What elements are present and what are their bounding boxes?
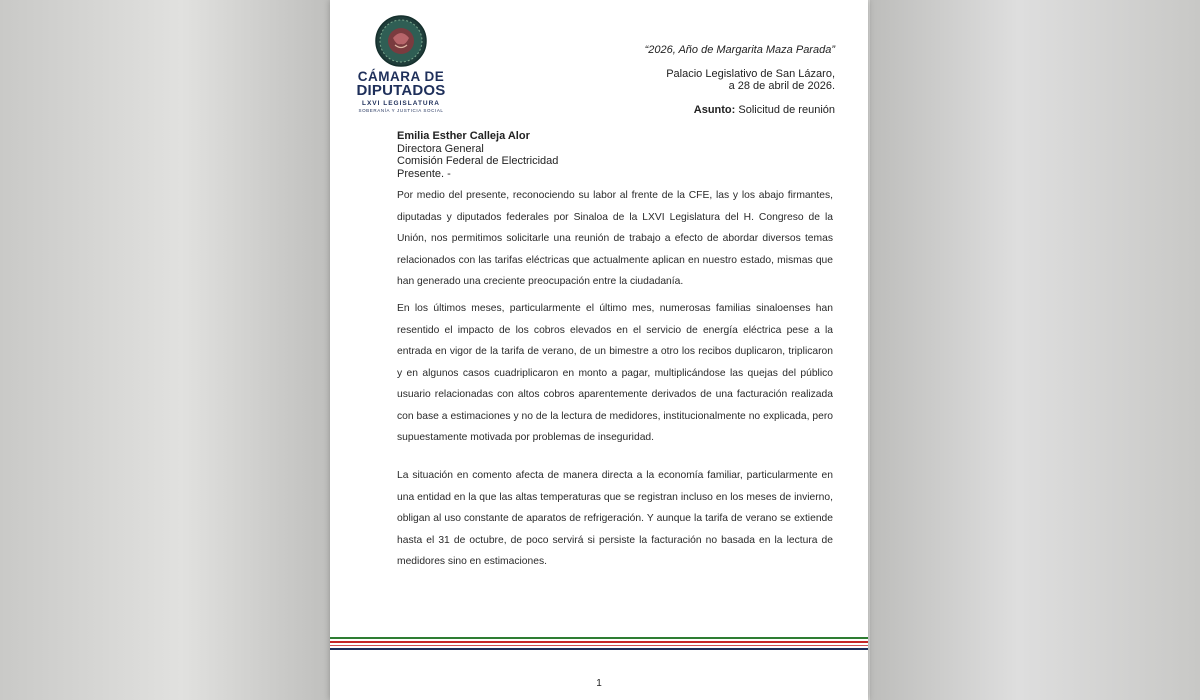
footer-stripe-red xyxy=(330,641,868,643)
logo-line-legislatura: LXVI LEGISLATURA xyxy=(362,100,440,107)
body-paragraph-2: En los últimos meses, particularmente el último mes, numerosas familias sinaloenses han resentido el impacto de los cobros elevados en el servicio de energía eléctrica pese a la entrada en vigor de la tarifa de verano, de un bimestre a otro los recibos duplicaron, triplicaron y en algunos casos cuadriplicaron en monto a pagar, multiplicándose las quejas del público usuario relacionadas con altos cobros aparentemente derivados de una facturación realizada con base a estimaciones y no de la lectura de medidores, institucionalmente no explicada, pero supuestamente motivada por problemas de inseguridad. xyxy=(397,303,833,443)
footer-stripe-red-thin xyxy=(330,645,868,646)
logo-line-motto: SOBERANÍA Y JUSTICIA SOCIAL xyxy=(358,108,444,113)
addressee-block xyxy=(397,130,558,180)
logo-line-diputados: DIPUTADOS xyxy=(356,82,446,99)
letter-date: a 28 de abril de 2026. xyxy=(728,80,835,92)
subject-label: Asunto: xyxy=(693,104,736,116)
year-motto: “2026, Año de Margarita Maza Parada” xyxy=(644,44,835,56)
document-page xyxy=(330,0,868,700)
subject-text: Solicitud de reunión xyxy=(738,104,835,116)
body-paragraph-1: Por medio del presente, reconociendo su labor al frente de la CFE, las y los abajo firmantes, diputadas y diputados federales por Sinaloa de la LXVI Legislatura del H. Congreso de la Unión, nos permitimos solicitarle una reunión de trabajo a efecto de abordar diversos temas relacionados con las tarifas eléctricas que actualmente aplican en nuestro estado, mismas que han generado una creciente preocupación entre la ciudadanía. xyxy=(397,190,833,287)
footer-stripe-blue xyxy=(330,648,868,650)
camara-de-diputados-logo xyxy=(354,14,448,130)
seal-emblem-icon xyxy=(364,14,438,70)
addressee-organization: Comisión Federal de Electricidad xyxy=(397,155,559,167)
background-left xyxy=(0,0,330,700)
body-paragraph-3: La situación en comento afecta de manera directa a la economía familiar, particularmente en una entidad en la que las altas temperaturas que se registran incluso en los meses de invierno, obligan al uso constante de aparatos de refrigeración. Y aunque la tarifa de verano se extiende hasta el 31 de octubre, de poco servirá si persiste la facturación no basada en la lectura de medidores sino en estimaciones. xyxy=(397,470,833,567)
addressee-salutation: Presente. - xyxy=(397,167,451,180)
letter-subject xyxy=(694,104,835,116)
letter-place: Palacio Legislativo de San Lázaro, xyxy=(666,68,835,80)
page-number: 1 xyxy=(596,678,602,689)
logo-line-camara: CÁMARA DE xyxy=(357,69,445,84)
background-right xyxy=(870,0,1200,700)
addressee-position: Directora General xyxy=(397,142,484,155)
footer-stripe-green xyxy=(330,637,868,639)
addressee-name: Emilia Esther Calleja Alor xyxy=(397,130,530,142)
